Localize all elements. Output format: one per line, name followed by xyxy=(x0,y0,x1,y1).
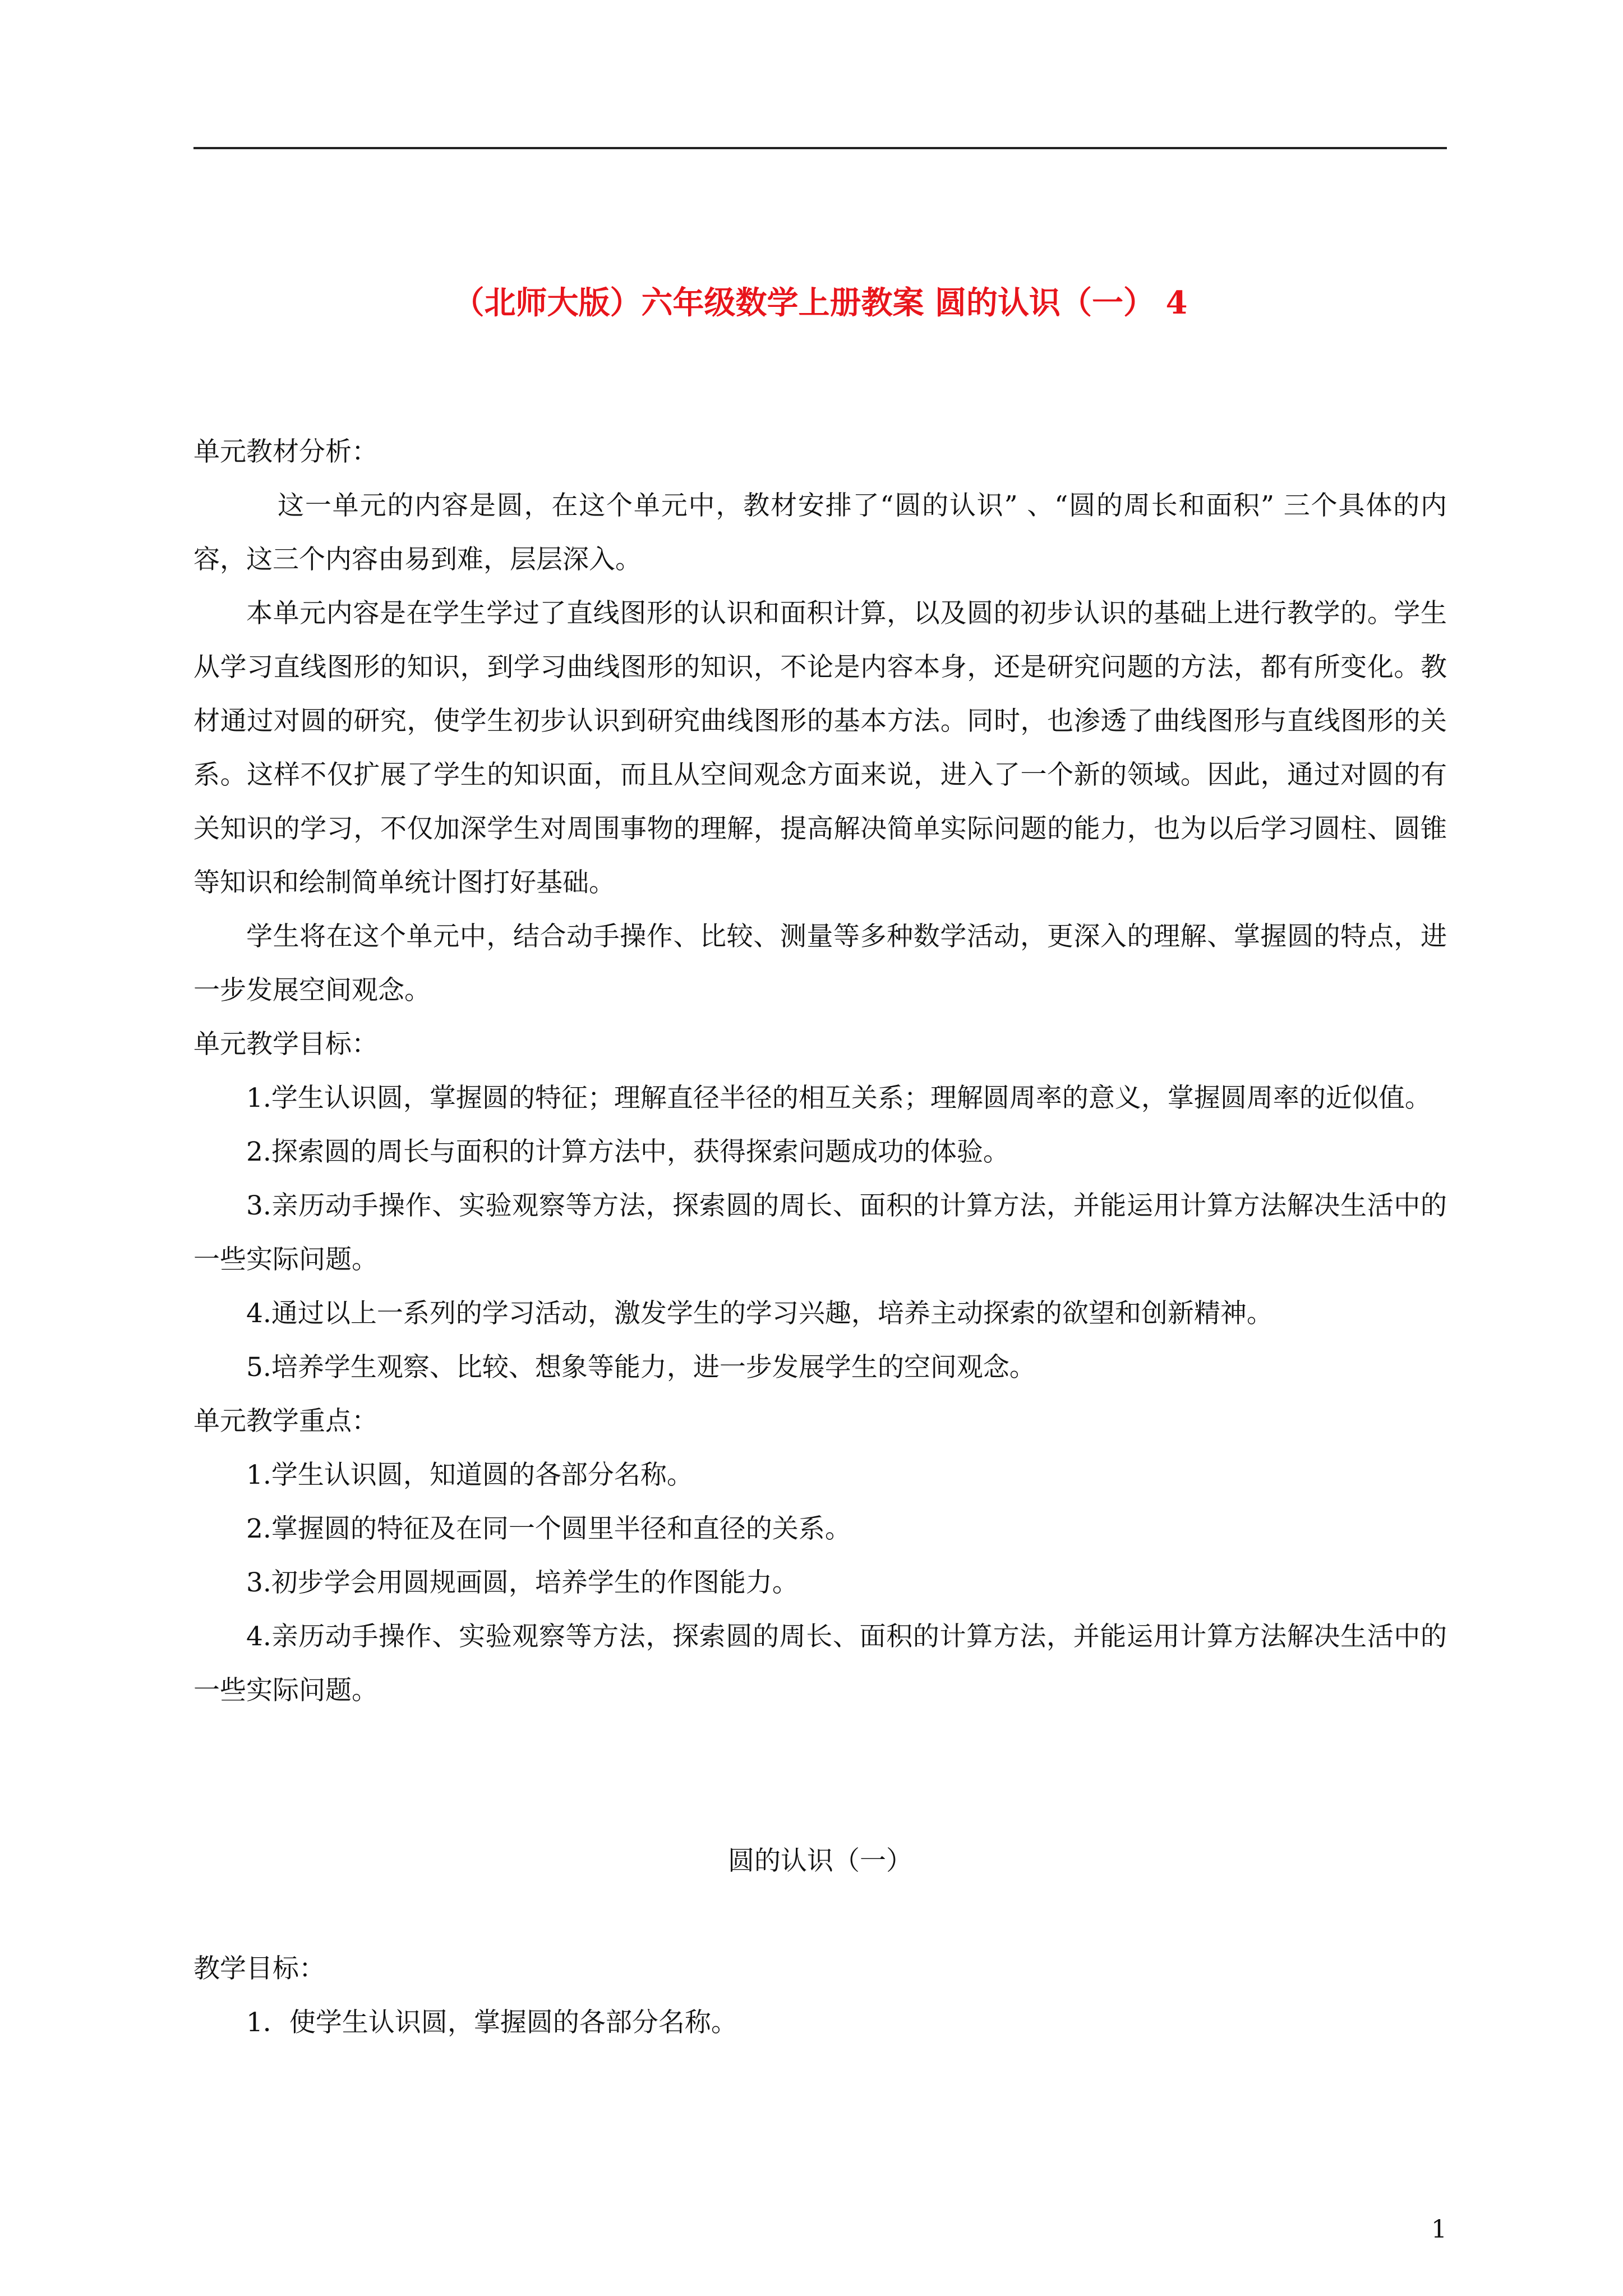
lesson-subtitle: 圆的认识（一） xyxy=(728,1846,912,1876)
list-item: 5.培养学生观察、比较、想象等能力，进一步发展学生的空间观念。 xyxy=(246,1352,1036,1383)
paragraph: 学生将在这个单元中，结合动手操作、比较、测量等多种数学活动，更深入的理解、掌握圆的特点，进一步发展空间观念。 xyxy=(193,921,1447,1006)
document-title: （北师大版）六年级数学上册教案 圆的认识（一） 4 xyxy=(453,284,1188,321)
page-number: 1 xyxy=(1431,2215,1447,2244)
list-item: 2.探索圆的周长与面积的计算方法中，获得探索问题成功的体验。 xyxy=(246,1137,1009,1167)
section-heading-lesson-goals: 教学目标： xyxy=(193,1953,325,1984)
list-item: 2.掌握圆的特征及在同一个圆里半径和直径的关系。 xyxy=(246,1513,851,1544)
spacer xyxy=(193,1888,1447,1942)
list-item: 4.通过以上一系列的学习活动，激发学生的学习兴趣，培养主动探索的欲望和创新精神。 xyxy=(246,1298,1273,1329)
header-rule xyxy=(193,147,1447,149)
paragraph: 这一单元的内容是圆，在这个单元中，教材安排了“圆的认识” 、“圆的周长和面积” 三个具体的内容，这三个内容由易到难，层层深入。 xyxy=(193,490,1447,575)
spacer xyxy=(193,1718,1447,1834)
list-item: 1.学生认识圆，掌握圆的特征；理解直径半径的相互关系；理解圆周率的意义，掌握圆周率的近似值。 xyxy=(246,1083,1431,1114)
section-heading-teaching-goals: 单元教学目标： xyxy=(193,1029,378,1060)
list-item: 1.学生认识圆，知道圆的各部分名称。 xyxy=(246,1460,693,1490)
list-item: 4.亲历动手操作、实验观察等方法，探索圆的周长、面积的计算方法，并能运用计算方法解决生活中的一些实际问题。 xyxy=(193,1621,1447,1706)
document-body xyxy=(193,425,1447,2050)
list-item: 3.亲历动手操作、实验观察等方法，探索圆的周长、面积的计算方法，并能运用计算方法解决生活中的一些实际问题。 xyxy=(193,1190,1447,1275)
section-heading-key-points: 单元教学重点： xyxy=(193,1406,378,1437)
section-heading-material-analysis: 单元教材分析： xyxy=(193,436,378,467)
list-item: 1．使学生认识圆，掌握圆的各部分名称。 xyxy=(246,2007,737,2038)
paragraph: 本单元内容是在学生学过了直线图形的认识和面积计算，以及圆的初步认识的基础上进行教学的。学生从学习直线图形的知识，到学习曲线图形的知识，不论是内容本身，还是研究问题的方法，都有所变化。教材通过对圆的研究，使学生初步认识到研究曲线图形的基本方法。同时，也渗透了曲线图形与直线图形的关系。这样不仅扩展了学生的知识面，而且从空间观念方面来说，进入了一个新的领域。因此，通过对圆的有关知识的学习，不仅加深学生对周围事物的理解，提高解决简单实际问题的能力，也为以后学习圆柱、圆锥等知识和绘制简单统计图打好基础。 xyxy=(193,598,1447,898)
list-item: 3.初步学会用圆规画圆，培养学生的作图能力。 xyxy=(246,1567,799,1598)
